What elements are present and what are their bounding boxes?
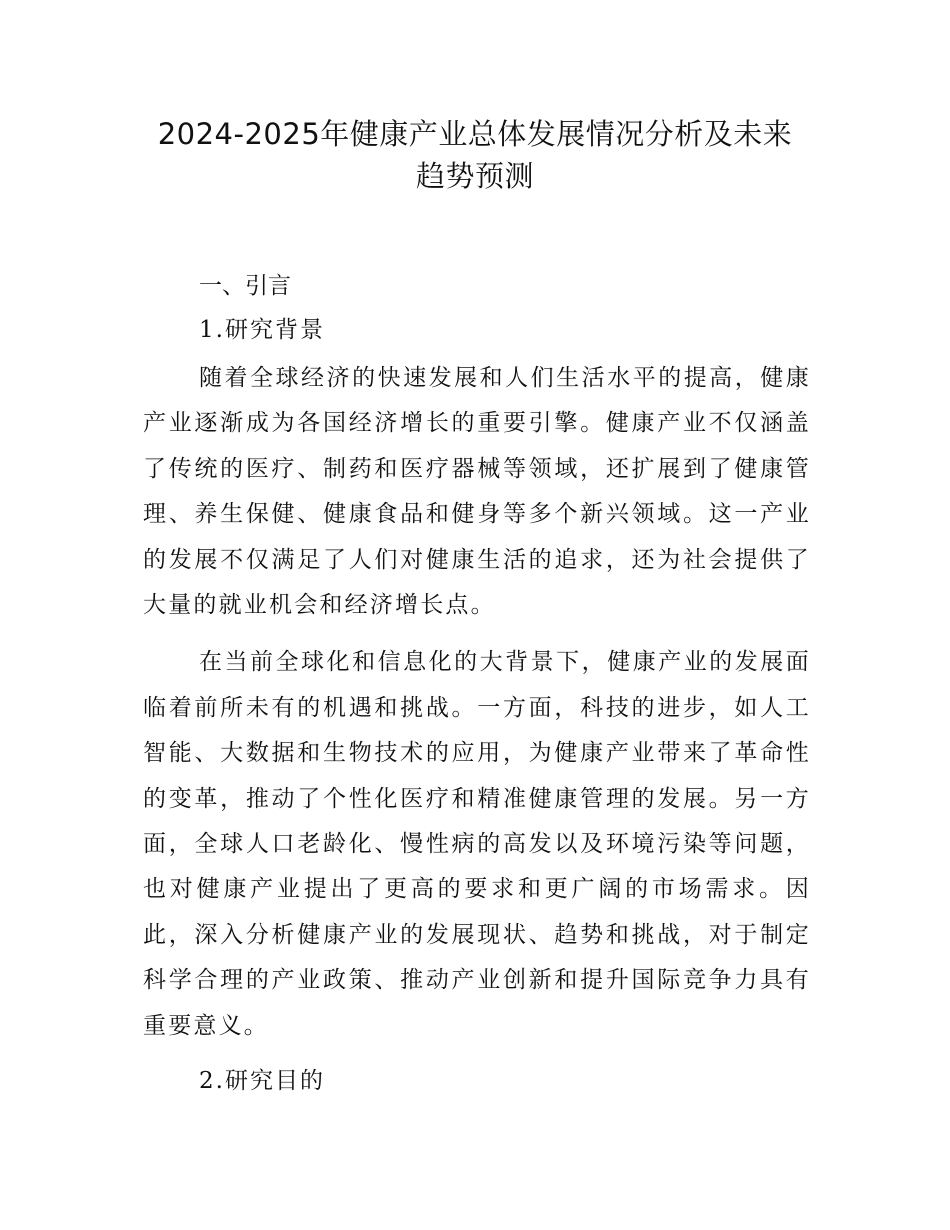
section-heading: 一、引言 — [199, 273, 291, 299]
title-line-2: 趋势预测 — [415, 159, 534, 193]
subsection-heading-research-purpose: 2.研究目的 — [199, 1068, 325, 1095]
paragraph: 随着全球经济的快速发展和人们生活水平的提高，健康产业逐渐成为各国经济增长的重要引擎。健康产业不仅涵盖了传统的医疗、制药和医疗器械等领域，还扩展到了健康管理、养生保健、健康食品和健身等多个新兴领域。这一产业的发展不仅满足了人们对健康生活的追求，还为社会提供了大量的就业机会和经济增长点。 — [143, 365, 811, 619]
document-title — [100, 113, 850, 197]
paragraph: 在当前全球化和信息化的大背景下，健康产业的发展面临着前所未有的机遇和挑战。一方面，科技的进步，如人工智能、大数据和生物技术的应用，为健康产业带来了革命性的变革，推动了个性化医疗和精准健康管理的发展。另一方面，全球人口老龄化、慢性病的高发以及环境污染等问题，也对健康产业提出了更高的要求和更广阔的市场需求。因此，深入分析健康产业的发展现状、趋势和挑战，对于制定科学合理的产业政策、推动产业创新和提升国际竞争力具有重要意义。 — [143, 649, 811, 1039]
title-line-1: 2024-2025年健康产业总体发展情况分析及未来 — [157, 117, 793, 151]
subsection-heading-research-background: 1.研究背景 — [199, 317, 325, 343]
document-body — [143, 266, 811, 1101]
